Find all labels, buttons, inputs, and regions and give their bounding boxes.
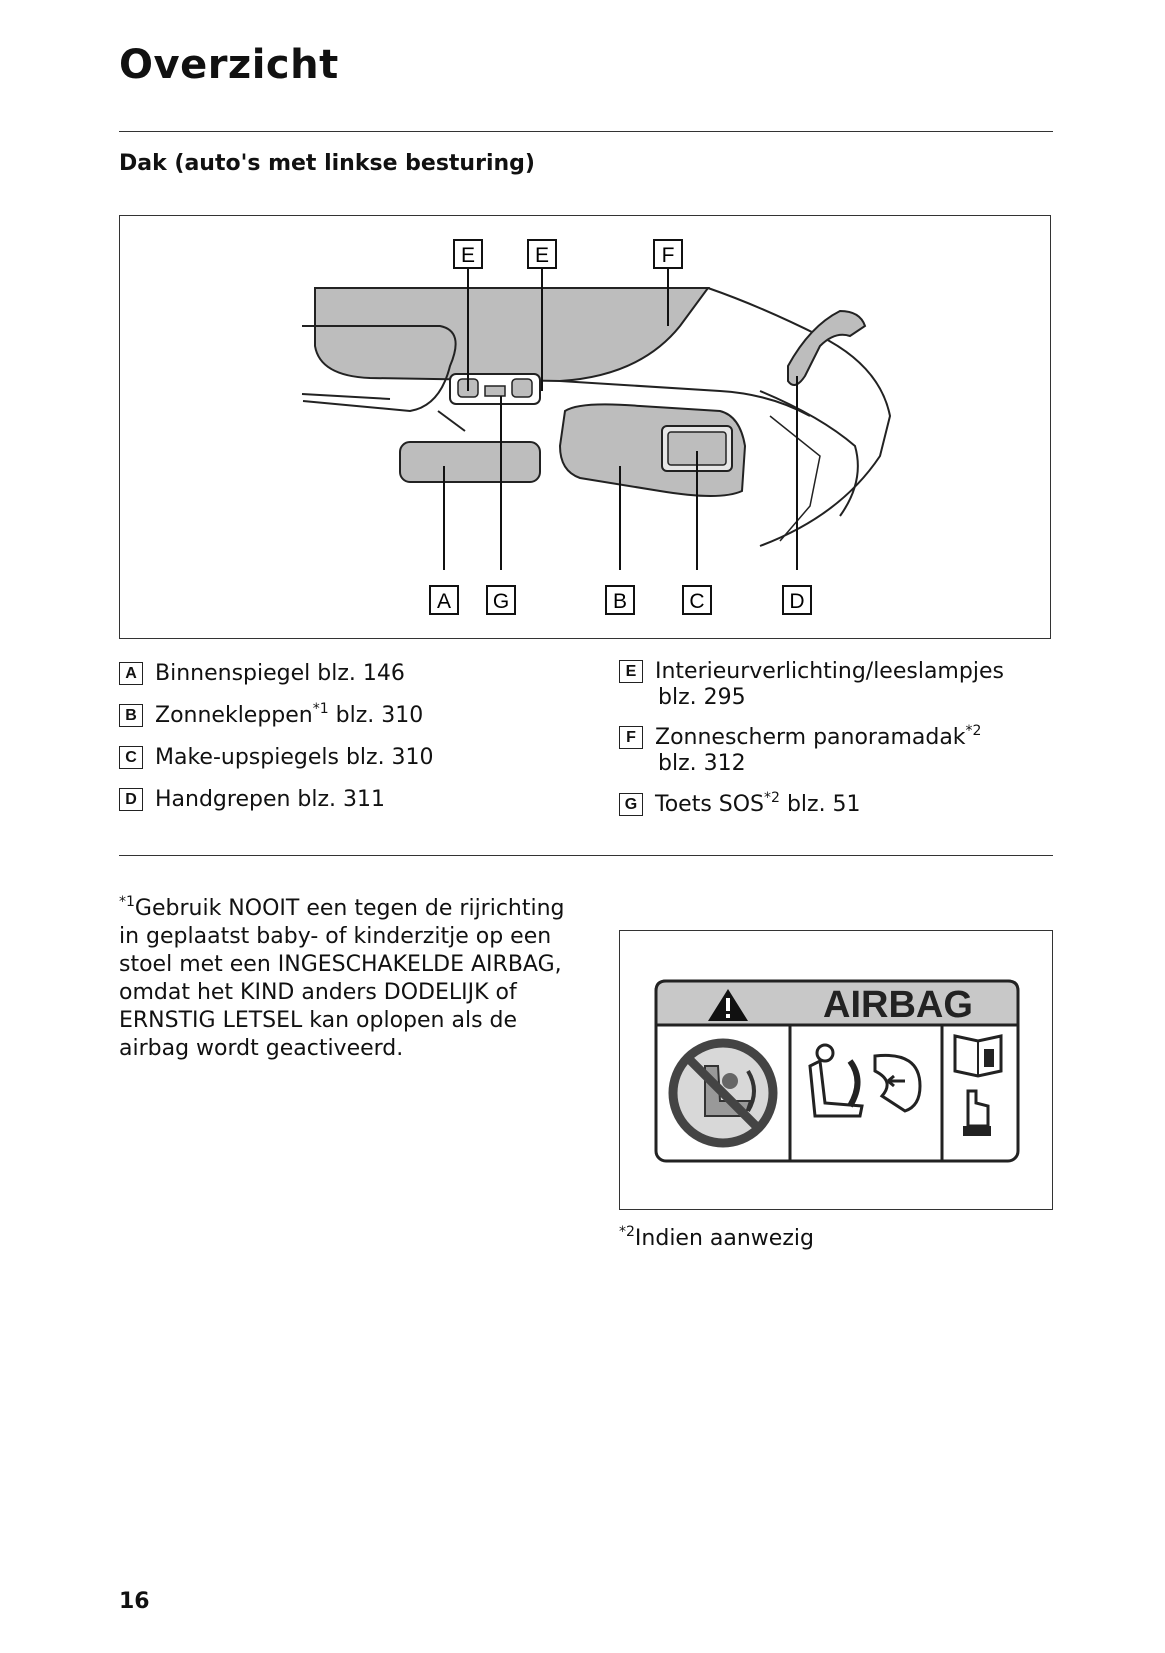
page-title: Overzicht [119, 42, 339, 88]
callout-F [654, 240, 682, 268]
no-rear-facing-child-seat-icon [673, 1043, 773, 1143]
roof-drawing [120, 216, 1052, 640]
note-line: stoel met een INGESCHAKELDE AIRBAG, [119, 952, 562, 977]
legend-text: Zonnekleppen [155, 703, 313, 728]
callout-E1 [454, 240, 482, 268]
note-line: ERNSTIG LETSEL kan oplopen als de [119, 1008, 518, 1033]
note-line: airbag wordt geactiveerd. [119, 1036, 404, 1061]
legend-divider [119, 855, 1053, 856]
legend-text: Interieurverlichting/leeslampjes [655, 659, 1004, 684]
note-line: omdat het KIND anders DODELIJK of [119, 980, 517, 1005]
svg-text:D: D [789, 590, 805, 613]
legend-text: Make-upspiegels blz. 310 [155, 745, 434, 770]
legend-item-B [119, 702, 423, 729]
airbag-warning-note [119, 895, 579, 1063]
svg-text:E: E [460, 244, 476, 267]
legend-item-E [619, 658, 1004, 685]
legend-key: D [119, 788, 143, 811]
footnote-ref: *1 [119, 894, 135, 910]
header-divider [119, 131, 1053, 132]
callout-G [487, 586, 515, 614]
note-line: in geplaatst baby- of kinderzitje op een [119, 924, 552, 949]
legend-page: blz. 310 [328, 703, 424, 728]
legend-item-G [619, 791, 861, 818]
footnote-ref: *2 [764, 790, 780, 806]
legend-text: Toets SOS [655, 792, 765, 817]
footnote-ref: *2 [619, 1224, 635, 1240]
callout-B [606, 586, 634, 614]
svg-text:E: E [534, 244, 550, 267]
footnote-2 [619, 1226, 814, 1251]
roof-illustration [119, 215, 1051, 639]
section-heading: Dak (auto's met linkse besturing) [119, 151, 535, 176]
legend-key: C [119, 746, 143, 769]
legend-key: A [119, 662, 143, 685]
note-line: $^{*1}$Gebruik NOOIT een tegen de rijrichting [119, 894, 565, 921]
callout-C [683, 586, 711, 614]
legend-E-page: blz. 295 [658, 685, 746, 710]
legend-page: blz. 51 [779, 792, 861, 817]
legend-text: Zonnescherm panoramadak [655, 725, 966, 750]
legend-key: F [619, 726, 643, 749]
page-number: 16 [119, 1589, 150, 1614]
svg-text:C: C [689, 590, 705, 613]
callout-A [430, 586, 458, 614]
footnote-ref: *2 [965, 723, 982, 739]
legend-item-D [119, 786, 385, 813]
svg-text:A: A [436, 590, 452, 613]
airbag-heading: AIRBAG [823, 984, 973, 1026]
legend-text: Handgrepen blz. 311 [155, 787, 386, 812]
footnote-text: Indien aanwezig [634, 1226, 814, 1251]
callout-E2 [528, 240, 556, 268]
footnote-ref: *1 [312, 701, 329, 717]
legend-text: Binnenspiegel blz. 146 [155, 661, 405, 686]
svg-text:G: G [492, 590, 510, 613]
legend-key: B [119, 704, 143, 727]
legend-item-F [619, 724, 981, 751]
svg-text:F: F [661, 244, 675, 267]
callout-D [783, 586, 811, 614]
svg-text:B: B [612, 590, 628, 613]
legend-key: G [619, 793, 643, 816]
airbag-label [620, 931, 1052, 1209]
legend-F-page: blz. 312 [658, 751, 746, 776]
legend-item-A [119, 660, 405, 687]
legend-item-C [119, 744, 434, 771]
airbag-label-figure [619, 930, 1053, 1210]
legend-key: E [619, 660, 643, 683]
